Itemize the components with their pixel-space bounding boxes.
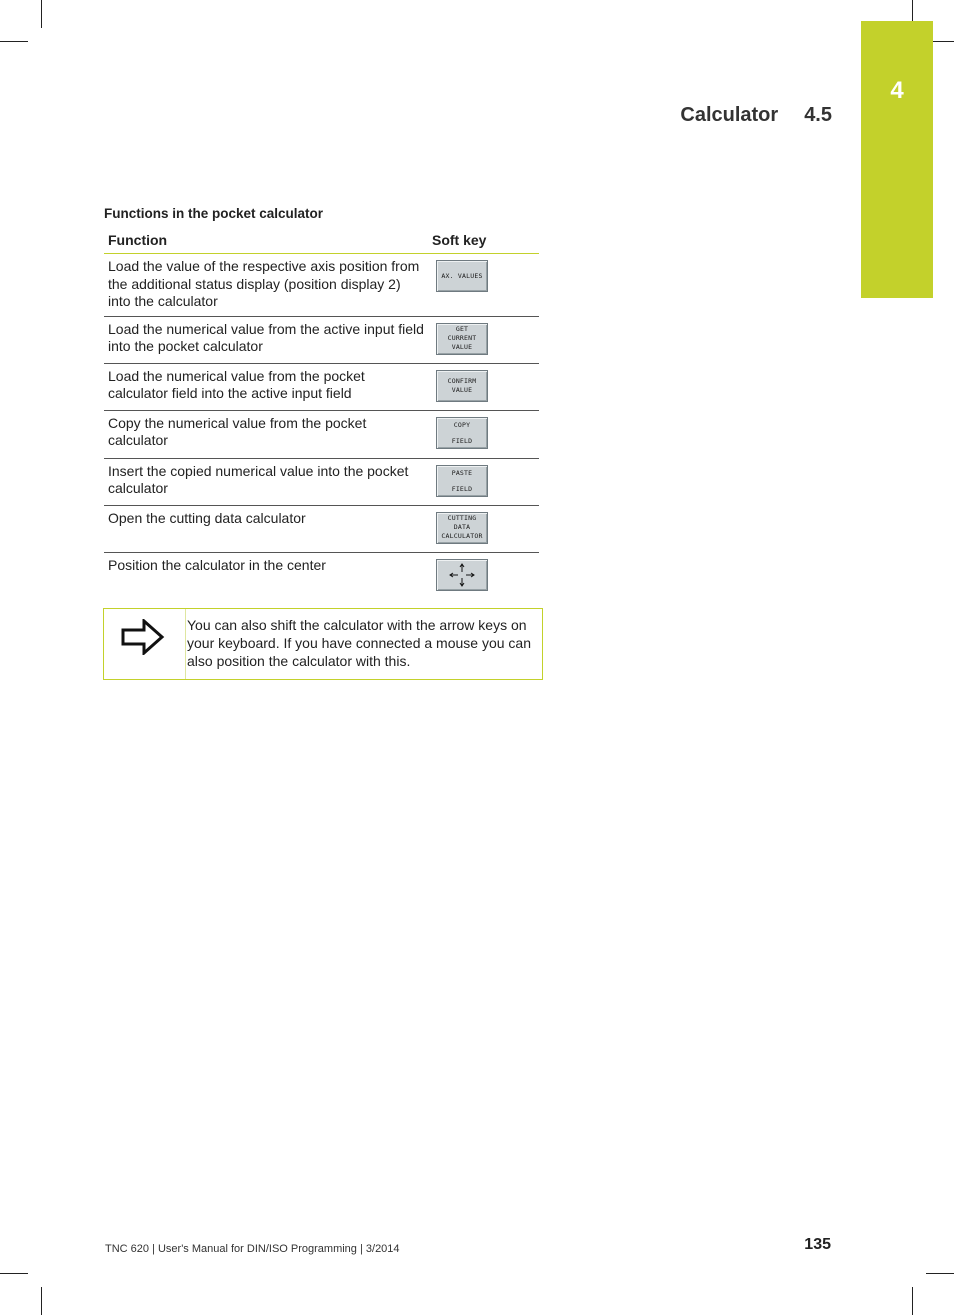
- functions-table: [104, 226, 539, 598]
- column-header-softkey: Soft key: [428, 226, 539, 254]
- softkey-cell: [428, 316, 539, 363]
- function-cell: Open the cutting data calculator: [104, 505, 428, 552]
- function-cell: Copy the numerical value from the pocket calculator: [104, 410, 428, 458]
- paste-field-softkey: [436, 465, 488, 497]
- softkey-label: DATA: [453, 523, 471, 531]
- softkey-cell: [428, 458, 539, 505]
- get-current-value-softkey: [436, 323, 488, 355]
- softkey-cell: [428, 254, 539, 317]
- softkey-label: GET: [455, 325, 469, 333]
- function-cell: Insert the copied numerical value into the pocket calculator: [104, 458, 428, 505]
- function-cell: Load the numerical value from the pocket calculator field into the active input field: [104, 363, 428, 410]
- page-header: [680, 104, 832, 127]
- softkey-cell: [428, 363, 539, 410]
- softkey-cell: [428, 505, 539, 552]
- softkey-label: VALUE: [451, 385, 473, 394]
- crop-mark: [926, 1273, 954, 1274]
- header-title: Calculator: [680, 104, 779, 126]
- softkey-cell: [428, 410, 539, 458]
- table-row: [104, 316, 539, 363]
- footer-text: TNC 620 | User's Manual for DIN/ISO Programming | 3/2014: [105, 1243, 400, 1255]
- softkey-label: CURRENT: [447, 334, 477, 342]
- crop-mark: [41, 1287, 42, 1315]
- table-row: [104, 410, 539, 458]
- softkey-cell: [428, 552, 539, 598]
- header-section: 4.5: [804, 104, 832, 126]
- function-cell: Load the value of the respective axis position from the additional status display (position display 2) into the calculator: [104, 254, 428, 317]
- softkey-label: CUTTING: [447, 514, 477, 522]
- softkey-label: FIELD: [451, 436, 473, 445]
- table-row: [104, 552, 539, 598]
- note-box: [103, 608, 543, 680]
- softkey-label: COPY: [453, 420, 471, 429]
- center-crosshair-softkey: [436, 559, 488, 591]
- crop-mark: [0, 41, 28, 42]
- softkey-label: FIELD: [451, 484, 473, 493]
- softkey-label: PASTE: [451, 468, 473, 477]
- center-crosshair-icon: [449, 563, 475, 587]
- crop-mark: [0, 1273, 28, 1274]
- table-row: [104, 254, 539, 317]
- table-row: [104, 363, 539, 410]
- copy-field-softkey: [436, 417, 488, 449]
- function-cell: Load the numerical value from the active input field into the pocket calculator: [104, 316, 428, 363]
- note-icon-cell: [104, 609, 186, 679]
- chapter-tab: [861, 21, 933, 298]
- arrow-right-icon: [120, 619, 166, 655]
- softkey-label: CALCULATOR: [441, 532, 483, 540]
- table-row: [104, 458, 539, 505]
- chapter-number: 4: [890, 77, 904, 104]
- softkey-label: VALUE: [451, 343, 473, 351]
- note-text: You can also shift the calculator with the arrow keys on your keyboard. If you have connected a mouse you can also position the calculator with this.: [187, 617, 531, 669]
- ax-values-softkey: [436, 260, 488, 292]
- crop-mark: [912, 1287, 913, 1315]
- cutting-data-calculator-softkey: [436, 512, 488, 544]
- softkey-label: AX. VALUES: [441, 271, 483, 280]
- function-cell: Position the calculator in the center: [108, 556, 326, 573]
- column-header-function: Function: [104, 226, 428, 254]
- softkey-label: CONFIRM: [447, 376, 477, 385]
- page-number: 135: [804, 1236, 831, 1253]
- table-header-row: [104, 226, 539, 254]
- confirm-value-softkey: [436, 370, 488, 402]
- table-title: Functions in the pocket calculator: [104, 206, 324, 221]
- crop-mark: [41, 0, 42, 28]
- table-row: [104, 505, 539, 552]
